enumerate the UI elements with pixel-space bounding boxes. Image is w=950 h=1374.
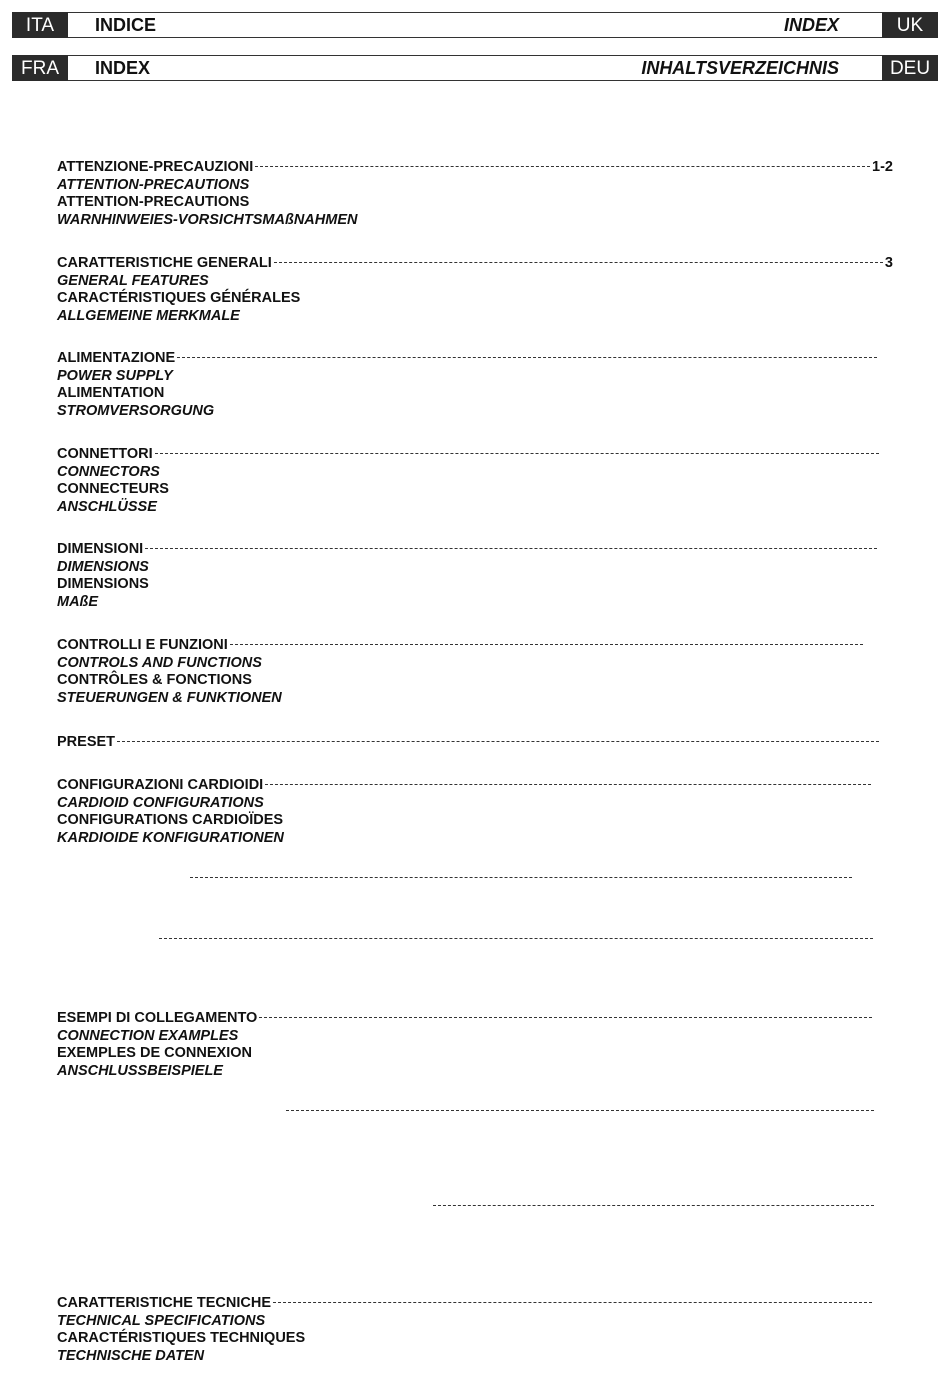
toc-entry-connection-examples[interactable] xyxy=(57,1010,874,1081)
toc-entry-controls-functions[interactable] xyxy=(57,637,865,708)
dot-leader-orphan-3 xyxy=(286,1109,874,1111)
toc-entry-title-ita: ALIMENTAZIONE xyxy=(57,350,176,366)
title-index-uk: INDEX xyxy=(783,15,839,35)
title-index-fra: INDEX xyxy=(95,58,151,78)
toc-entry-title-de: ANSCHLÜSSE xyxy=(57,499,157,516)
header-bar-ita-uk xyxy=(12,12,938,38)
lang-tag-uk: UK xyxy=(882,12,938,38)
title-indice: INDICE xyxy=(95,15,157,35)
dot-leader xyxy=(230,643,863,645)
toc-entry-title-en: POWER SUPPLY xyxy=(57,367,173,384)
lang-tag-deu: DEU xyxy=(882,55,938,81)
dot-leader-orphan-4 xyxy=(433,1204,874,1206)
lang-tag-ita: ITA xyxy=(12,12,68,38)
header-bar-fra-deu xyxy=(12,55,938,81)
toc-entry-title-en: CONTROLS AND FUNCTIONS xyxy=(57,654,262,671)
toc-entry-title-fr: CONNECTEURS xyxy=(57,481,169,498)
toc-entry-title-de: STROMVERSORGUNG xyxy=(57,403,215,420)
toc-entry-title-de: WARNHINWEIES-VORSICHTSMAßNAHMEN xyxy=(57,212,358,229)
title-inhaltsverzeichnis: INHALTSVERZEICHNIS xyxy=(641,58,839,78)
page-number: 1-2 xyxy=(872,159,893,175)
toc-entry-power-supply[interactable] xyxy=(57,350,879,421)
toc-entry-title-en: CARDIOID CONFIGURATIONS xyxy=(57,794,264,811)
toc-entry-title-en: CONNECTORS xyxy=(57,463,160,480)
toc-entry-title-ita: CONTROLLI E FUNZIONI xyxy=(57,637,228,653)
toc-entry-precautions[interactable] xyxy=(57,159,893,230)
toc-entry-title-en: ATTENTION-PRECAUTIONS xyxy=(57,176,250,193)
toc-entry-title-fr: CONFIGURATIONS CARDIOÏDES xyxy=(57,812,284,829)
dot-leader-orphan-1 xyxy=(190,876,852,878)
toc-entry-cardioid-configurations[interactable] xyxy=(57,777,873,848)
toc-entry-title-en: TECHNICAL SPECIFICATIONS xyxy=(57,1312,266,1329)
toc-entry-title-fr: EXEMPLES DE CONNEXION xyxy=(57,1045,252,1062)
dot-leader xyxy=(273,1301,872,1303)
dot-leader xyxy=(265,783,871,785)
toc-entry-title-ita: CONNETTORI xyxy=(57,446,153,462)
dot-leader xyxy=(274,261,883,263)
toc-entry-title-fr: CARACTÉRISTIQUES GÉNÉRALES xyxy=(57,290,301,307)
toc-entry-technical-specifications[interactable] xyxy=(57,1295,874,1366)
toc-entry-title-fr: ALIMENTATION xyxy=(57,385,165,402)
toc-entry-title-fr: CARACTÉRISTIQUES TECHNIQUES xyxy=(57,1330,306,1347)
toc-entry-title-ita: CARATTERISTICHE GENERALI xyxy=(57,255,272,271)
toc-entry-title-ita: ESEMPI DI COLLEGAMENTO xyxy=(57,1010,258,1026)
toc-entry-title-en: GENERAL FEATURES xyxy=(57,272,209,289)
toc-entry-title-ita: CONFIGURAZIONI CARDIOIDI xyxy=(57,777,264,793)
toc-entry-title-ita: DIMENSIONI xyxy=(57,541,144,557)
dot-leader xyxy=(145,547,877,549)
toc-entry-general-features[interactable] xyxy=(57,255,893,326)
toc-entry-title-de: KARDIOIDE KONFIGURATIONEN xyxy=(57,830,284,847)
toc-entry-title-fr: DIMENSIONS xyxy=(57,576,149,593)
toc-entry-preset[interactable] xyxy=(57,734,881,752)
toc-entry-title-ita: PRESET xyxy=(57,734,116,750)
toc-entry-title-de: ANSCHLUSSBEISPIELE xyxy=(57,1063,223,1080)
dot-leader xyxy=(155,452,879,454)
toc-entry-title-fr: CONTRÔLES & FONCTIONS xyxy=(57,672,252,689)
toc-entry-title-fr: ATTENTION-PRECAUTIONS xyxy=(57,194,250,211)
dot-leader xyxy=(259,1016,872,1018)
dot-leader xyxy=(255,165,870,167)
toc-entry-dimensions[interactable] xyxy=(57,541,879,612)
toc-entry-title-de: MAßE xyxy=(57,594,99,611)
lang-tag-fra: FRA xyxy=(12,55,68,81)
toc-entry-title-ita: ATTENZIONE-PRECAUZIONI xyxy=(57,159,254,175)
page-number: 3 xyxy=(884,255,893,271)
toc-entry-title-de: TECHNISCHE DATEN xyxy=(57,1348,205,1365)
toc-entry-title-en: DIMENSIONS xyxy=(57,558,149,575)
toc-entry-title-en: CONNECTION EXAMPLES xyxy=(57,1027,239,1044)
toc-entry-title-de: STEUERUNGEN & FUNKTIONEN xyxy=(57,690,282,707)
dot-leader-orphan-2 xyxy=(159,937,873,939)
dot-leader xyxy=(177,356,877,358)
toc-entry-connectors[interactable] xyxy=(57,446,881,517)
toc-entry-title-de: ALLGEMEINE MERKMALE xyxy=(57,308,240,325)
toc-entry-title-ita: CARATTERISTICHE TECNICHE xyxy=(57,1295,272,1311)
dot-leader xyxy=(117,740,879,742)
